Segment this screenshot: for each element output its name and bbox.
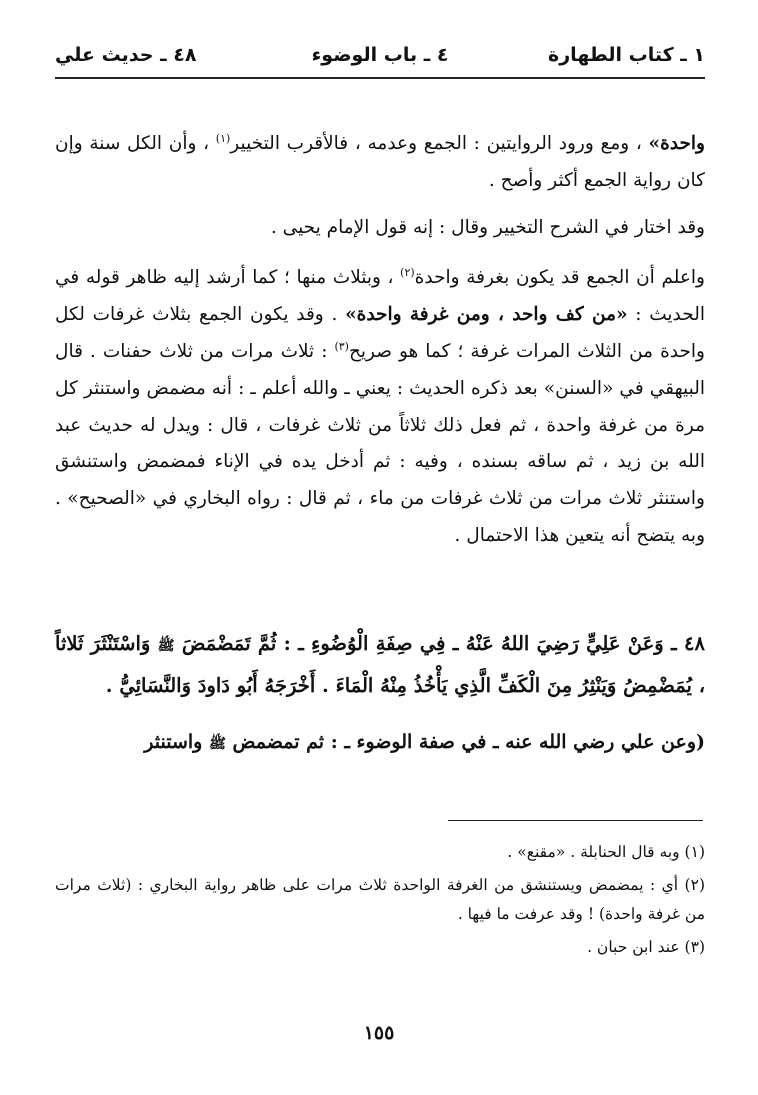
text-run: واعلم أن الجمع قد يكون بغرفة واحدة [414,267,705,289]
salawat-symbol: ﷺ [208,736,226,752]
paragraph-3 [55,260,705,554]
running-header [55,44,705,74]
header-chapter-title: ٤ ـ باب الوضوء [311,44,449,66]
text-run: وَاسْتَنْثَرَ ثَلاثاً ، يُمَضْمِضُ وَيَنْثِرُ مِنَ الْكَفِّ الَّذِي يَأْخُذُ مِنْهُ الْمَاءَ . أَخْرَجَهُ أَبُو دَاودَ وَالنَّسَائِيُّ . [55,632,705,697]
paragraph-2: وقد اختار في الشرح التخيير وقال : إنه قول الإمام يحيى . [270,216,705,238]
bold-phrase: واحدة» [648,133,705,154]
footnote-ref-2: (٢) [400,266,415,280]
text-run: واستنثر [144,731,209,753]
text-run: (وعن علي رضي الله عنه ـ في صفة الوضوء ـ : ثم تمضمض [232,731,705,753]
footnote-3: (٣) عند ابن حبان . [587,938,705,956]
footnote-ref-1: (١) [215,131,231,145]
header-book-title: ١ ـ كتاب الطهارة [548,44,705,66]
footnotes [55,838,705,966]
salawat-symbol: ﷺ [157,638,175,654]
text-run: : ثلاث مرات من ثلاث حفنات . قال البيهقي في «السنن» بعد ذكره الحديث : يعني ـ والله أعلم ـ : أنه مضمض واستنثر كل مرة من غرفة واحدة ، ثم فعل ذلك ثلاثاً من ثلاث غرفات ، قال : ويدل له حديث عبد الله بن زيد ، ثم ساقه بسنده ، وفيه : ثم أدخل يده في الإناء فمضمض واستنشق واستنثر ثلاث مرات من ثلاث غرفات من ماء ، ثم قال : رواه البخاري في «الصحيح» . وبه يتضح أنه يتعين هذا الاحتمال . [55,340,705,546]
footnote-1: (١) وبه قال الحنابلة . «مقنع» . [507,843,705,861]
text-run: . وقد يكون الجمع بثلاث غرفات لكل واحدة من الثلاث المرات غرفة ؛ كما هو صريح [55,304,705,362]
hadith-section [55,624,705,764]
bold-phrase: «من كف واحد ، ومن غرفة واحدة» [345,304,628,326]
text-run: ، وأن الكل سنة وإن كان رواية الجمع أكثر وأصح . [55,133,705,191]
footnote-divider [448,820,703,821]
header-divider [55,77,705,79]
commentary-text [55,126,705,555]
header-hadith-title: ٤٨ ـ حديث علي [55,44,197,66]
text-run: ٤٨ ـ وَعَنْ عَلِيٍّ رَضِيَ اللهُ عَنْهُ ـ فِي صِفَةِ الْوُضُوءِ ـ : ثُمَّ تَمَضْمَضَ [181,632,705,655]
text-run: ، وبثلاث منها ؛ كما أرشد إليه ظاهر قوله في الحديث : [55,267,705,326]
sharh-start [55,723,705,764]
text-run: ، ومع ورود الروايتين : الجمع وعدمه ، فالأقرب التخيير [230,133,649,154]
footnote-2: (٢) أي : يمضمض ويستنشق من الغرفة الواحدة ثلاث مرات على ظاهر رواية البخاري : (ثلاث مرات من غرفة واحدة) ! وقد عرفت ما فيها . [55,876,705,923]
paragraph-1 [55,126,705,200]
footnote-ref-3: (٣) [334,339,349,353]
hadith-text [55,624,705,705]
page-number: ١٥٥ [363,1022,395,1044]
